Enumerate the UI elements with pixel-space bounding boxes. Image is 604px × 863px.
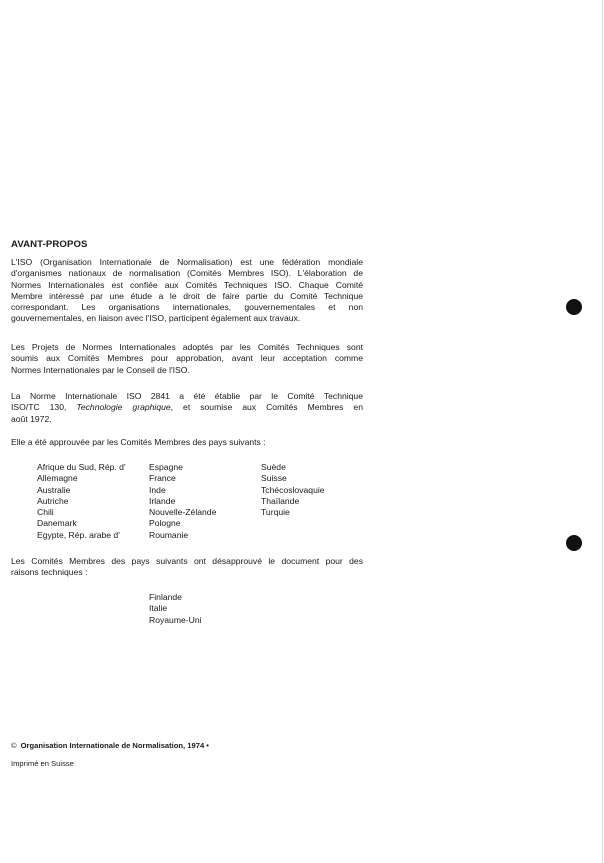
disapproving-countries-list bbox=[149, 592, 202, 626]
country-item: Allemagne bbox=[37, 473, 78, 484]
text-segment: ISO/TC 130, bbox=[11, 402, 77, 413]
country-item: France bbox=[149, 473, 176, 484]
approving-countries-column-2 bbox=[149, 462, 216, 541]
text-line: Les Projets de Normes Internationales adoptés par les Comités Techniques sont bbox=[11, 342, 363, 352]
text-line: gouvernementales, en liaison avec l'ISO, participent également aux travaux. bbox=[11, 313, 301, 324]
country-item: Afrique du Sud, Rép. d' bbox=[37, 462, 126, 472]
country-item: Suisse bbox=[261, 473, 287, 484]
country-item: Royaume-Uni bbox=[149, 614, 202, 625]
text-line: soumis aux Comités Membres pour approbation, avant leur acceptation comme bbox=[11, 353, 363, 364]
paragraph-iso-2841 bbox=[11, 391, 363, 425]
binding-hole-bottom bbox=[566, 535, 582, 551]
copyright-notice bbox=[11, 741, 209, 750]
text-line: Normes Internationales est confiée aux Comités Techniques ISO. Chaque Comité bbox=[11, 279, 363, 290]
text-line: Les Comités Membres des pays suivants ont désapprouvé le document pour des bbox=[11, 556, 363, 566]
text-segment: , et soumise aux Comités Membres en bbox=[170, 402, 363, 413]
paragraph-approval bbox=[11, 437, 363, 448]
paragraph-iso-intro bbox=[11, 257, 363, 325]
country-item: Thaïlande bbox=[261, 495, 300, 506]
country-item: Turquie bbox=[261, 507, 290, 518]
country-item: Irlande bbox=[149, 495, 176, 506]
text-line: août 1972. bbox=[11, 413, 52, 424]
country-item: Roumanie bbox=[149, 529, 189, 540]
country-item: Tchécoslovaquie bbox=[261, 484, 325, 495]
text-line: correspondant. Les organisations internationales, gouvernementales et non bbox=[11, 302, 363, 313]
committee-title: Technologie graphique bbox=[76, 402, 171, 413]
text-line: La Norme Internationale ISO 2841 a été établie par le Comité Technique bbox=[11, 391, 363, 401]
country-item: Egypte, Rép. arabe d' bbox=[37, 529, 120, 540]
country-item: Inde bbox=[149, 484, 166, 495]
binding-hole-top bbox=[566, 299, 582, 315]
text-line: d'organismes nationaux de normalisation (Comités Membres ISO). L'élaboration de bbox=[11, 268, 363, 279]
country-item: Finlande bbox=[149, 592, 182, 602]
copyright-text: Organisation Internationale de Normalisation, 1974 • bbox=[20, 741, 209, 750]
paragraph-disapproval bbox=[11, 556, 363, 579]
country-item: Italie bbox=[149, 603, 168, 614]
copyright-symbol: © bbox=[11, 741, 17, 750]
text-line: raisons techniques : bbox=[11, 567, 88, 578]
country-item: Danemark bbox=[37, 518, 77, 529]
country-item: Pologne bbox=[149, 518, 181, 529]
text-line bbox=[11, 402, 363, 413]
country-item: Espagne bbox=[149, 462, 183, 472]
paragraph-draft-standards bbox=[11, 342, 363, 376]
approving-countries-column-3 bbox=[261, 462, 325, 518]
page-edge-line bbox=[602, 0, 603, 863]
country-item: Nouvelle-Zélande bbox=[149, 507, 217, 518]
approving-countries-column-1 bbox=[37, 462, 126, 541]
text-line: Membre intéressé par une étude a le droit de faire partie du Comité Technique bbox=[11, 290, 363, 301]
printed-in-notice: Imprimé en Suisse bbox=[11, 759, 74, 768]
country-item: Suède bbox=[261, 462, 286, 472]
text-line: L'ISO (Organisation Internationale de Normalisation) est une fédération mondiale bbox=[11, 257, 363, 267]
country-item: Chili bbox=[37, 507, 54, 518]
text-line: Elle a été approuvée par les Comités Membres des pays suivants : bbox=[11, 437, 266, 447]
text-line: Normes Internationales par le Conseil de l'ISO. bbox=[11, 364, 190, 375]
section-heading: AVANT-PROPOS bbox=[11, 239, 88, 250]
country-item: Autriche bbox=[37, 495, 69, 506]
country-item: Australie bbox=[37, 484, 71, 495]
